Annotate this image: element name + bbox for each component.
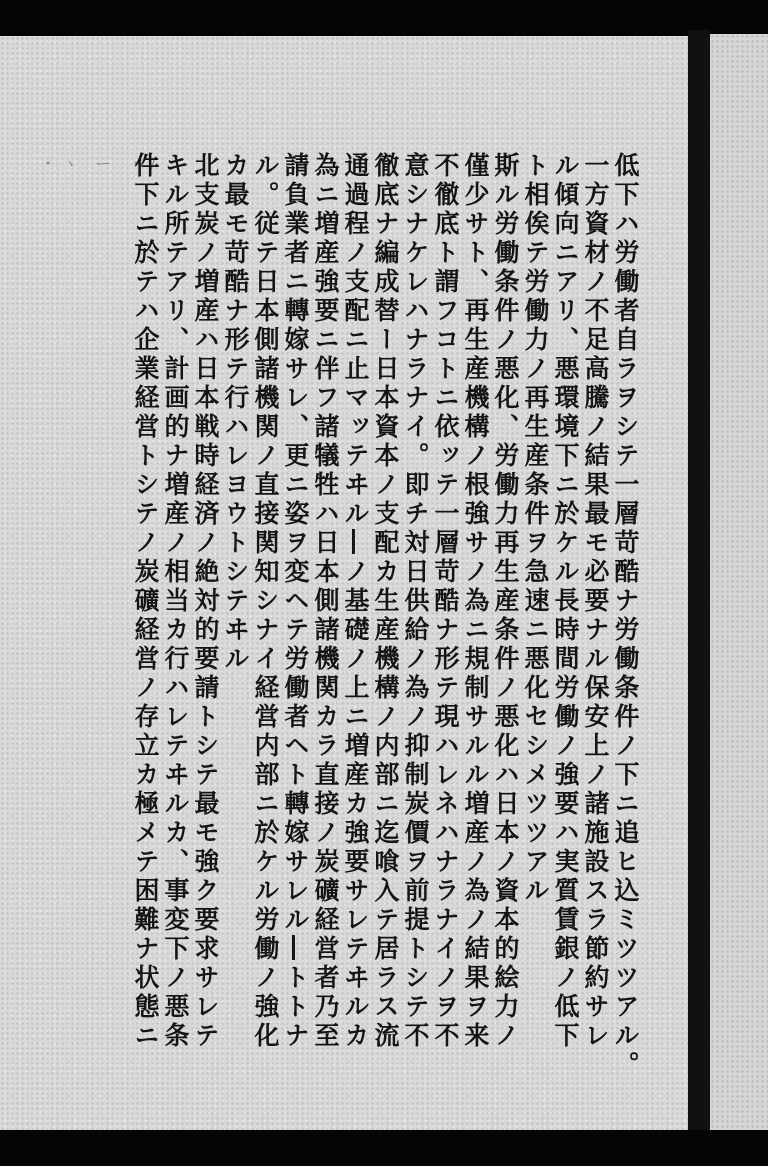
text-column: 請負業者ニ轉嫁サレ、更ニ姿ヲ変ヘテ労働者ヘト轉嫁サレル―トトナ xyxy=(281,152,310,1051)
text-column: 不徹底ト謂フコトニ依ッテ一層苛酷ナ形テ現ハレネハナラナイノヲ不 xyxy=(431,152,460,1051)
text-column: 徹底ナ編成替ー日本資本ノ支配カ生産機構ノ内部ニ迄喰入テ居ラス流 xyxy=(371,152,400,1051)
page-edge-mark: ・ヽ ー ・/ xyxy=(40,154,162,173)
text-column: カ最モ苛酷ナ形テ行ハレヨウトシテヰル xyxy=(221,152,250,674)
text-column: 斯ル労働条件ノ悪化、労働力再生産条件ノ悪化ハ日本ノ資本的絵力ノ xyxy=(491,152,520,1051)
text-column: 通過程ノ支配ニ止マッテヰル―ノ基礎ノ上ニ増産カ強要サレテヰルカ xyxy=(341,152,370,1051)
text-column: 低下ハ労働者自ラヲシテ一層苛酷ナ労働条件ノ下ニ追ヒ込ミツツアル。 xyxy=(611,152,640,1080)
text-column: ル傾向ニアリ、悪環境下ニ於ケル長時間労働ノ強要ハ実質賃銀ノ低下 xyxy=(551,152,580,1051)
adjacent-page-edge xyxy=(710,34,768,1132)
text-column: ル。従テ日本側諸機関ノ直接関知シナイ経営内部ニ於ケル労働ノ強化 xyxy=(251,152,280,1051)
text-column: 件下ニ於テハ企業経営トシテノ炭礦経営ノ存立カ極メテ困難ナ状態ニ xyxy=(131,152,160,1051)
scan-top-border xyxy=(0,0,768,38)
text-column: キル所テアリ、計画的ナ増産ノ相当カ行ハレテヰルカ、事変下ノ悪条 xyxy=(161,152,190,1051)
vertical-text-body xyxy=(131,152,640,1080)
scan-bottom-border xyxy=(0,1130,768,1166)
text-column: ト相俟テ労働力ノ再生産条件ヲ急速ニ悪化セシメツツアル xyxy=(521,152,550,906)
text-column: 僅少サト、再生産機構ノ根強サノ為ニ規制サルル増産ノ為ノ結果ヲ来 xyxy=(461,152,490,1051)
text-column: 為ニ増産強要ニ伴フ諸犠牲ハ日本側諸機関カラ直接ノ炭礦経営者乃至 xyxy=(311,152,340,1051)
text-column: 一方資材ノ不足高騰ノ結果最モ必要ナル保安上ノ諸施設スラ節約サレ xyxy=(581,152,610,1051)
book-gutter xyxy=(688,30,710,1132)
text-column: 意シナケレハナラナイ。即チ対日供給ノ為ノ抑制炭價ヲ前提トシテ不 xyxy=(401,152,430,1051)
text-column: 北支炭ノ増産ハ日本戦時経済ノ絶対的要請トシテ最モ強ク要求サレテ xyxy=(191,152,220,1051)
